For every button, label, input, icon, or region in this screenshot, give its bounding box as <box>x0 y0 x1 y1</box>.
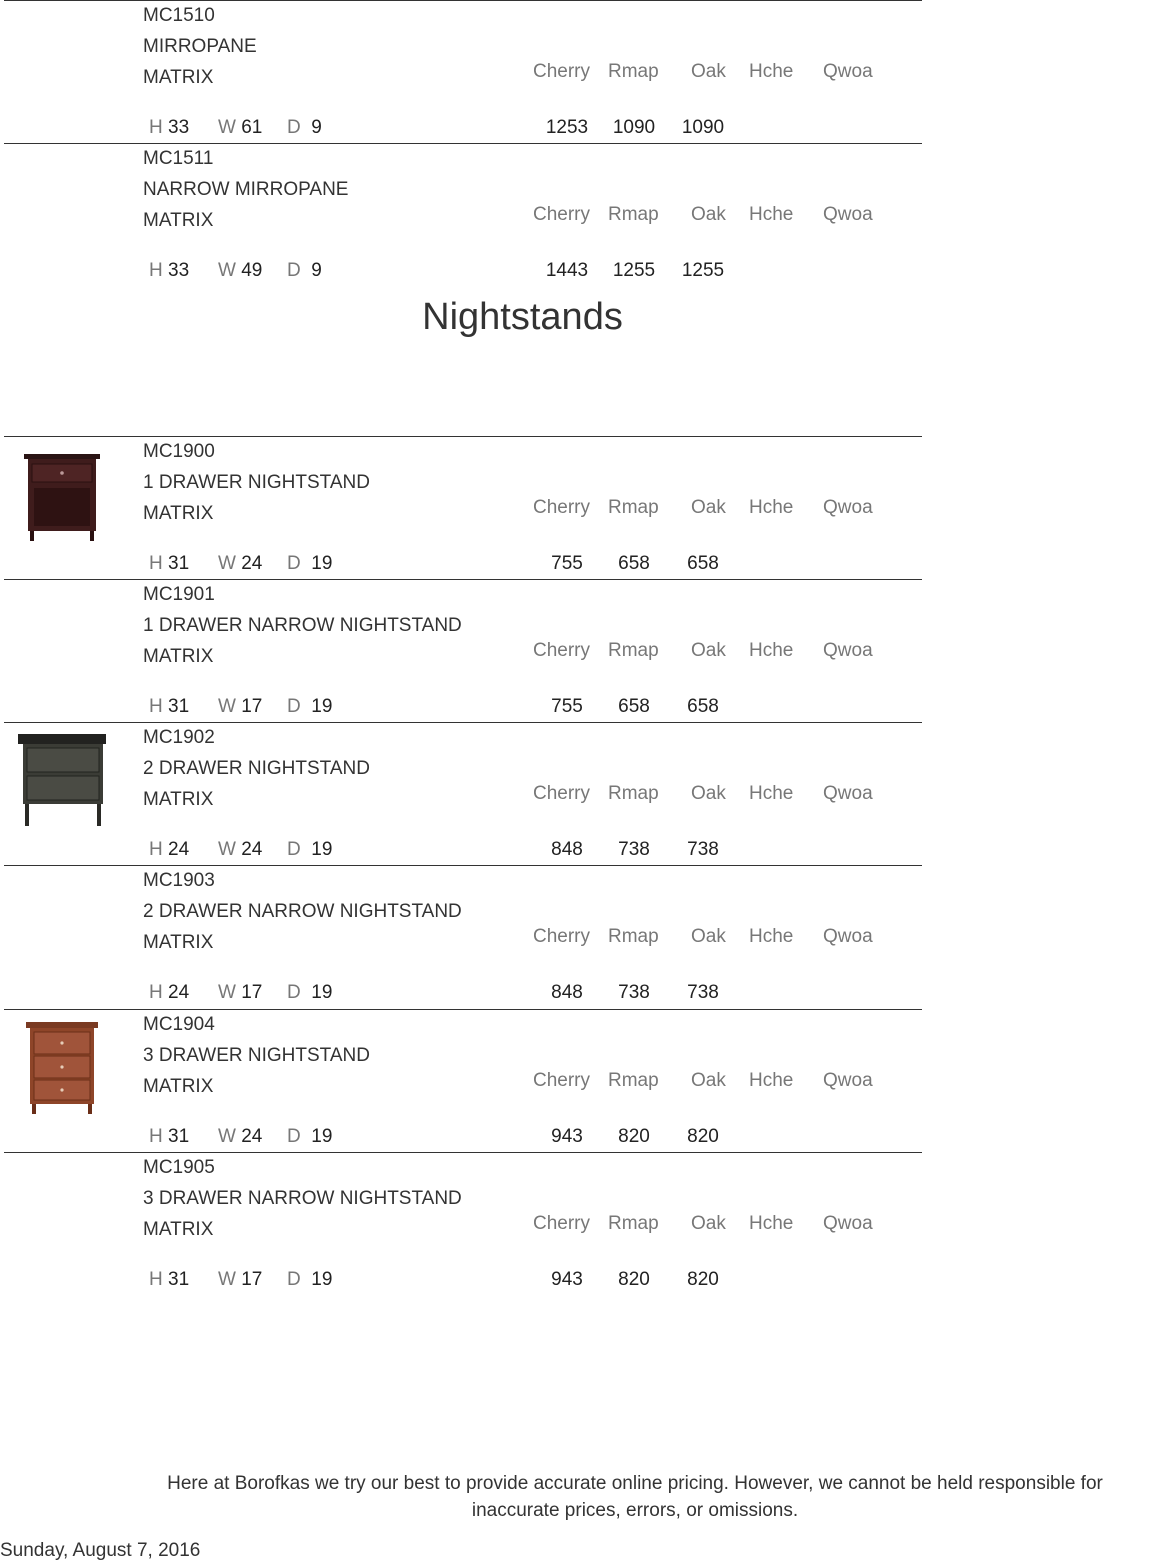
price-value: 1443 <box>545 260 589 281</box>
finish-label: Oak <box>691 640 726 661</box>
dimension-value: 31 <box>168 1126 190 1147</box>
divider-line <box>4 436 922 437</box>
price-value: 658 <box>687 696 719 717</box>
dimension-d <box>287 696 332 718</box>
finish-label: Oak <box>691 1070 726 1091</box>
product-entry <box>0 436 1158 579</box>
dimension-d <box>287 1269 332 1291</box>
divider-line <box>4 865 922 866</box>
finish-label: Qwoa <box>823 1213 873 1234</box>
product-entry <box>0 865 1158 1008</box>
finish-label: Hche <box>749 783 794 804</box>
divider-line <box>4 579 922 580</box>
divider-line <box>4 0 922 1</box>
nightstand-1-drawer-image <box>14 446 110 546</box>
dimension-label: D <box>287 696 301 717</box>
price-value: 658 <box>687 553 719 574</box>
price-value: 658 <box>618 553 650 574</box>
dimension-h <box>149 553 189 575</box>
finish-label: Qwoa <box>823 61 873 82</box>
product-entry <box>0 722 1158 865</box>
finish-label: Oak <box>691 783 726 804</box>
price-value: 755 <box>551 696 583 717</box>
nightstand-3-drawer-image <box>14 1019 110 1119</box>
product-entry <box>0 579 1158 722</box>
dimension-label: H <box>149 839 163 860</box>
product-name: 1 DRAWER NARROW NIGHTSTAND <box>143 615 462 636</box>
product-name: MIRROPANE <box>143 36 257 57</box>
finish-label: Rmap <box>608 497 659 518</box>
finish-label: Oak <box>691 497 726 518</box>
dimension-h <box>149 117 189 139</box>
dimension-value: 17 <box>241 696 263 717</box>
finish-label: Rmap <box>608 1213 659 1234</box>
finish-label: Oak <box>691 926 726 947</box>
product-entry <box>0 143 1158 286</box>
dimension-value: 33 <box>168 117 190 138</box>
section-heading: Nightstands <box>422 296 623 338</box>
finish-label: Cherry <box>533 1070 591 1091</box>
product-series: MATRIX <box>143 210 214 231</box>
finish-label: Hche <box>749 204 794 225</box>
dimension-value: 17 <box>241 982 263 1003</box>
finish-label: Qwoa <box>823 926 873 947</box>
dimension-label: W <box>218 553 236 574</box>
product-series: MATRIX <box>143 646 214 667</box>
dimension-w <box>218 553 262 575</box>
product-name: 1 DRAWER NIGHTSTAND <box>143 472 370 493</box>
price-value: 1255 <box>681 260 725 281</box>
dimension-w <box>218 260 262 282</box>
product-series: MATRIX <box>143 1076 214 1097</box>
finish-label: Rmap <box>608 640 659 661</box>
dimension-value: 19 <box>311 696 333 717</box>
product-name: 2 DRAWER NARROW NIGHTSTAND <box>143 901 462 922</box>
finish-label: Hche <box>749 497 794 518</box>
dimension-w <box>218 839 262 861</box>
dimension-value: 31 <box>168 1269 190 1290</box>
product-code: MC1510 <box>143 5 215 26</box>
finish-label: Rmap <box>608 61 659 82</box>
dimension-value: 19 <box>311 1269 333 1290</box>
divider-line <box>4 1152 922 1153</box>
dimension-w <box>218 982 262 1004</box>
dimension-value: 19 <box>311 1126 333 1147</box>
finish-label: Oak <box>691 1213 726 1234</box>
price-value: 1090 <box>681 117 725 138</box>
price-value: 738 <box>618 839 650 860</box>
finish-label: Cherry <box>533 640 591 661</box>
dimension-d <box>287 117 322 139</box>
product-code: MC1903 <box>143 870 215 891</box>
price-value: 943 <box>551 1126 583 1147</box>
disclaimer-line-2: inaccurate prices, errors, or omissions. <box>471 1500 799 1521</box>
dimension-h <box>149 260 189 282</box>
dimension-value: 9 <box>311 260 322 281</box>
product-name: 3 DRAWER NIGHTSTAND <box>143 1045 370 1066</box>
dimension-label: H <box>149 982 163 1003</box>
price-value: 820 <box>618 1126 650 1147</box>
finish-label: Rmap <box>608 1070 659 1091</box>
dimension-label: H <box>149 553 163 574</box>
dimension-w <box>218 696 262 718</box>
dimension-label: W <box>218 1269 236 1290</box>
dimension-label: H <box>149 1269 163 1290</box>
product-name: NARROW MIRROPANE <box>143 179 349 200</box>
finish-label: Qwoa <box>823 640 873 661</box>
dimension-label: W <box>218 1126 236 1147</box>
dimension-value: 24 <box>241 553 263 574</box>
dimension-label: W <box>218 982 236 1003</box>
dimension-label: D <box>287 982 301 1003</box>
dimension-label: D <box>287 553 301 574</box>
divider-line <box>4 143 922 144</box>
product-series: MATRIX <box>143 1219 214 1240</box>
product-code: MC1902 <box>143 727 215 748</box>
dimension-value: 24 <box>168 982 190 1003</box>
price-value: 820 <box>618 1269 650 1290</box>
price-value: 848 <box>551 982 583 1003</box>
divider-line <box>4 1009 922 1010</box>
dimension-value: 24 <box>168 839 190 860</box>
finish-label: Cherry <box>533 926 591 947</box>
finish-label: Cherry <box>533 204 591 225</box>
dimension-label: D <box>287 260 301 281</box>
finish-label: Hche <box>749 1070 794 1091</box>
product-name: 2 DRAWER NIGHTSTAND <box>143 758 370 779</box>
price-value: 738 <box>618 982 650 1003</box>
disclaimer <box>110 1470 1158 1524</box>
product-entry <box>0 1009 1158 1152</box>
dimension-d <box>287 839 332 861</box>
product-series: MATRIX <box>143 789 214 810</box>
price-value: 738 <box>687 839 719 860</box>
product-entry <box>0 0 1158 143</box>
nightstand-2-drawer-image <box>14 732 110 832</box>
dimension-value: 19 <box>311 982 333 1003</box>
dimension-value: 31 <box>168 553 190 574</box>
dimension-label: W <box>218 696 236 717</box>
dimension-value: 19 <box>311 839 333 860</box>
dimension-w <box>218 1126 262 1148</box>
dimension-label: D <box>287 1126 301 1147</box>
dimension-h <box>149 1126 189 1148</box>
product-code: MC1904 <box>143 1014 215 1035</box>
dimension-h <box>149 839 189 861</box>
dimension-d <box>287 1126 332 1148</box>
finish-label: Rmap <box>608 926 659 947</box>
dimension-label: W <box>218 260 236 281</box>
price-value: 820 <box>687 1126 719 1147</box>
finish-label: Rmap <box>608 783 659 804</box>
finish-label: Qwoa <box>823 783 873 804</box>
dimension-value: 33 <box>168 260 190 281</box>
dimension-label: D <box>287 839 301 860</box>
dimension-w <box>218 117 262 139</box>
product-code: MC1511 <box>143 148 214 169</box>
price-value: 738 <box>687 982 719 1003</box>
dimension-w <box>218 1269 262 1291</box>
finish-label: Qwoa <box>823 1070 873 1091</box>
finish-label: Hche <box>749 61 794 82</box>
print-date: Sunday, August 7, 2016 <box>0 1540 201 1561</box>
product-code: MC1905 <box>143 1157 215 1178</box>
dimension-label: H <box>149 260 163 281</box>
product-code: MC1900 <box>143 441 215 462</box>
finish-label: Hche <box>749 640 794 661</box>
product-series: MATRIX <box>143 932 214 953</box>
finish-label: Hche <box>749 1213 794 1234</box>
dimension-value: 19 <box>311 553 333 574</box>
dimension-h <box>149 1269 189 1291</box>
dimension-label: W <box>218 117 236 138</box>
dimension-label: D <box>287 1269 301 1290</box>
price-value: 1090 <box>612 117 656 138</box>
price-value: 943 <box>551 1269 583 1290</box>
dimension-h <box>149 696 189 718</box>
finish-label: Cherry <box>533 497 591 518</box>
dimension-value: 61 <box>241 117 263 138</box>
dimension-value: 9 <box>311 117 322 138</box>
dimension-value: 24 <box>241 839 263 860</box>
finish-label: Rmap <box>608 204 659 225</box>
finish-label: Oak <box>691 61 726 82</box>
price-value: 1255 <box>612 260 656 281</box>
dimension-value: 17 <box>241 1269 263 1290</box>
price-value: 658 <box>618 696 650 717</box>
finish-label: Qwoa <box>823 497 873 518</box>
dimension-d <box>287 553 332 575</box>
finish-label: Cherry <box>533 61 591 82</box>
dimension-d <box>287 260 322 282</box>
product-series: MATRIX <box>143 503 214 524</box>
dimension-value: 31 <box>168 696 190 717</box>
product-entry <box>0 1152 1158 1295</box>
price-value: 755 <box>551 553 583 574</box>
dimension-label: W <box>218 839 236 860</box>
product-code: MC1901 <box>143 584 215 605</box>
dimension-value: 24 <box>241 1126 263 1147</box>
finish-label: Cherry <box>533 1213 591 1234</box>
price-value: 820 <box>687 1269 719 1290</box>
disclaimer-line-1: Here at Borofkas we try our best to provide accurate online pricing. However, we cannot be held responsible for <box>167 1473 1103 1494</box>
finish-label: Hche <box>749 926 794 947</box>
dimension-label: H <box>149 117 163 138</box>
price-value: 848 <box>551 839 583 860</box>
finish-label: Cherry <box>533 783 591 804</box>
product-name: 3 DRAWER NARROW NIGHTSTAND <box>143 1188 462 1209</box>
price-value: 1253 <box>545 117 589 138</box>
dimension-label: D <box>287 117 301 138</box>
divider-line <box>4 722 922 723</box>
finish-label: Qwoa <box>823 204 873 225</box>
dimension-label: H <box>149 696 163 717</box>
dimension-value: 49 <box>241 260 263 281</box>
dimension-label: H <box>149 1126 163 1147</box>
dimension-d <box>287 982 332 1004</box>
product-series: MATRIX <box>143 67 214 88</box>
dimension-h <box>149 982 189 1004</box>
finish-label: Oak <box>691 204 726 225</box>
